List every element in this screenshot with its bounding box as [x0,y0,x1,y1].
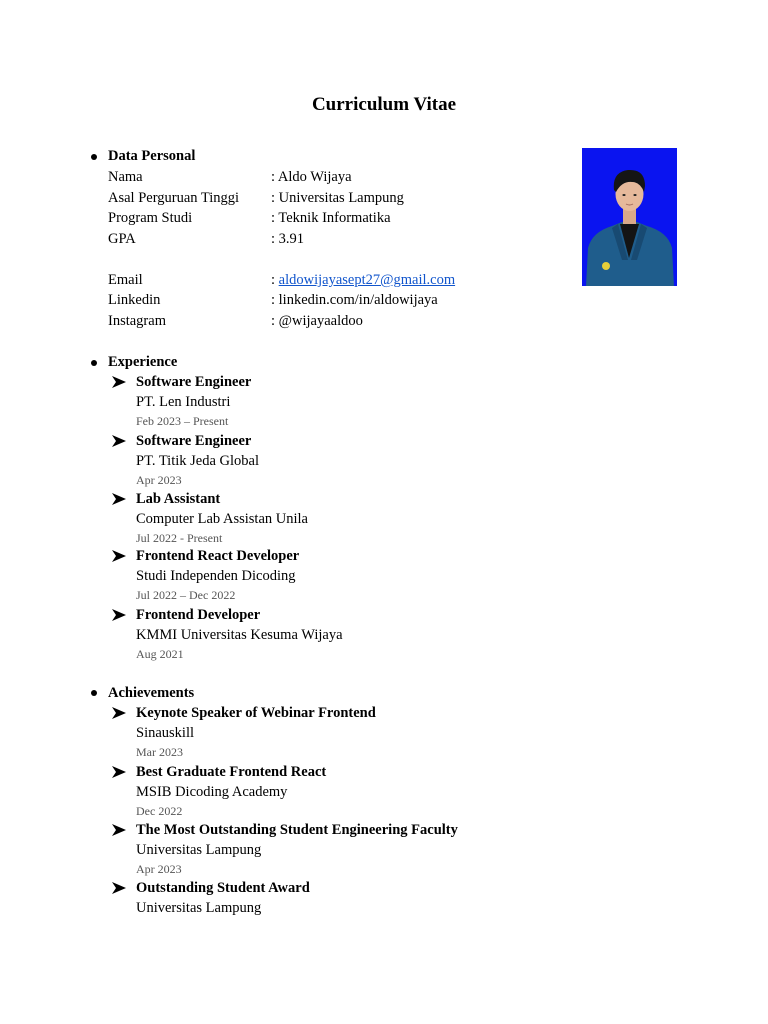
item-org: Universitas Lampung [136,900,262,916]
page-title: Curriculum Vitae [311,94,457,115]
item-date: Feb 2023 – Present [136,414,229,428]
item-org: Computer Lab Assistan Unila [136,511,308,527]
item-title: Lab Assistant [136,491,221,507]
arrow-bullet-icon [112,376,126,388]
field-label: Email [108,272,143,288]
item-title: Software Engineer [136,433,252,449]
item-org: PT. Titik Jeda Global [136,453,259,469]
item-org: KMMI Universitas Kesuma Wijaya [136,627,343,643]
item-title: Software Engineer [136,374,252,390]
item-org: MSIB Dicoding Academy [136,784,288,800]
field-value: : Teknik Informatika [271,210,391,226]
item-date: Apr 2023 [136,862,182,876]
field-prefix: : [271,272,279,288]
item-title: Best Graduate Frontend React [136,764,327,780]
arrow-bullet-icon [112,882,126,894]
item-title: Frontend React Developer [136,548,300,564]
item-title: The Most Outstanding Student Engineering Faculty [136,822,458,838]
arrow-bullet-icon [112,493,126,505]
arrow-bullet-icon [112,435,126,447]
person-portrait-icon [582,148,677,286]
bullet-icon [91,360,97,366]
item-date: Aug 2021 [136,647,184,661]
field-label: Asal Perguruan Tinggi [108,190,240,206]
experience-heading: Experience [108,354,178,370]
item-org: Studi Independen Dicoding [136,568,296,584]
field-label: Linkedin [108,292,161,308]
field-value: : 3.91 [271,231,305,247]
arrow-bullet-icon [112,609,126,621]
field-label: Program Studi [108,210,193,226]
item-date: Mar 2023 [136,745,183,759]
item-title: Frontend Developer [136,607,261,623]
item-title: Outstanding Student Award [136,880,310,896]
bullet-icon [91,154,97,160]
field-value: : @wijayaaldoo [271,313,363,329]
field-value: : Universitas Lampung [271,190,404,206]
arrow-bullet-icon [112,766,126,778]
item-date: Apr 2023 [136,473,182,487]
field-label: Instagram [108,313,166,329]
email-link[interactable]: aldowijayasept27@gmail.com [278,272,456,288]
item-org: Sinauskill [136,725,195,741]
field-value [271,271,455,289]
bullet-icon [91,690,97,696]
item-date: Jul 2022 - Present [136,531,223,545]
achievements-heading: Achievements [108,685,195,701]
item-date: Jul 2022 – Dec 2022 [136,588,236,602]
item-org: Universitas Lampung [136,842,262,858]
item-title: Keynote Speaker of Webinar Frontend [136,705,376,721]
item-org: PT. Len Industri [136,394,231,410]
personal-heading: Data Personal [108,148,196,164]
arrow-bullet-icon [112,824,126,836]
arrow-bullet-icon [112,550,126,562]
field-label: Nama [108,169,143,185]
field-value: : Aldo Wijaya [271,169,352,185]
field-value: : linkedin.com/in/aldowijaya [271,292,438,308]
field-label: GPA [108,231,136,247]
profile-photo [582,148,677,286]
item-date: Dec 2022 [136,804,183,818]
arrow-bullet-icon [112,707,126,719]
